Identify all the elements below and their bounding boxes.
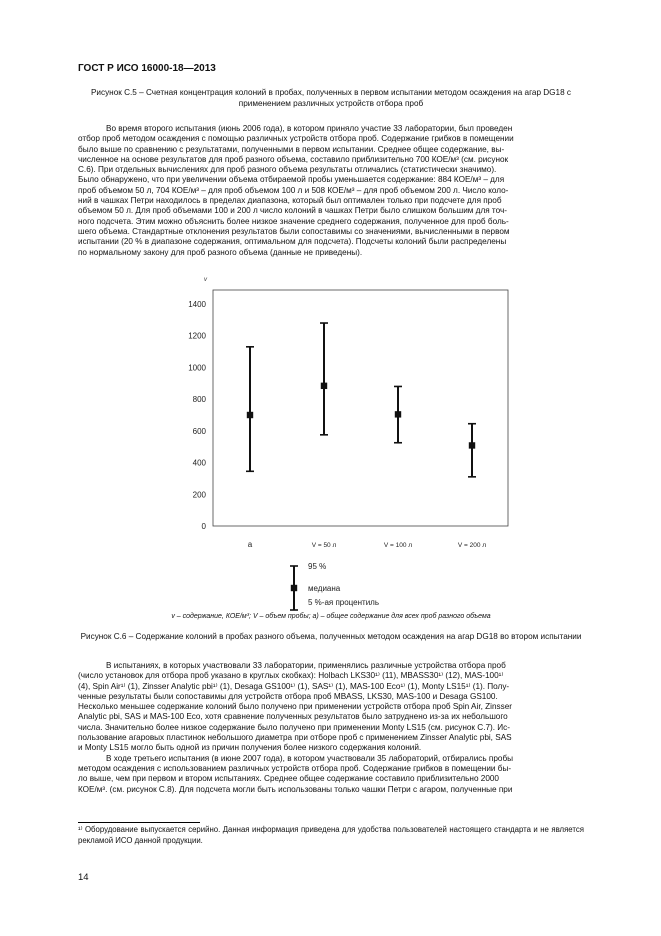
legend-label-bottom: 5 %-ая процентиль — [308, 598, 380, 607]
page-number: 14 — [78, 872, 89, 883]
paragraph-line: проб объемом 50 л, 704 КОЕ/м³ – для проб объемом 100 л и 508 КОЕ/м³ – для проб объемом 200 л. Число коло- — [78, 185, 509, 195]
paragraph-line: (число установок для отбора проб указано в круглых скобках): Holbach LKS30¹⁾ (11), MBASS30¹⁾ (12), MAS-100¹⁾ — [78, 671, 504, 681]
paragraph-line: КОЕ/м³. (см. рисунок С.8). Для подсчета могли быть использованы только чашки Петри с агаром, полученные при — [78, 784, 513, 794]
document-header: ГОСТ Р ИСО 16000-18—2013 — [78, 63, 216, 74]
paragraph-line: объемом 50 л. Для проб объемами 100 и 200 л число колоний в чашках Петри было слишком большим для точ- — [78, 206, 507, 216]
legend-label-middle: медиана — [308, 584, 341, 593]
footnote: ¹⁾ Оборудование выпускается серийно. Данная информация приведена для удобства пользователей настоящего стандарта и не является рекламой ИСО данной продукции. — [78, 825, 584, 845]
error-bar — [246, 347, 254, 471]
paragraph-line: числа. Значительно более низкое содержание было получено при применении Monty LS15 (см. рисунок С.7). Ис- — [78, 722, 510, 732]
figure-caption-c6: Рисунок С.6 – Содержание колоний в пробах разного объема, полученных методом осаждения на агар DG18 во втором испытании — [80, 632, 582, 641]
paragraph-line: ло выше, чем при первом и втором испытаниях. Среднее общее содержание составило приблизительно 2000 — [78, 774, 499, 784]
paragraph-2 — [78, 661, 584, 795]
median-marker — [247, 412, 253, 418]
paragraph-line: шего объема. Стандартные отклонения результатов были сопоставимы со значениями, вычисленными в первом — [78, 226, 510, 236]
paragraph-1 — [78, 124, 584, 258]
error-bar — [320, 323, 328, 435]
y-tick-label: 200 — [192, 490, 206, 500]
paragraph-line: испытании (20 % в диапазоне содержания, оптимальном для подсчета). Подсчеты колоний были распределены — [78, 237, 507, 247]
paragraph-line: пользование агаровых пластинок небольшого диаметра при отборе проб с применением Zinsser Analytic pbi, SAS — [78, 733, 512, 743]
error-bar-chart — [78, 272, 548, 616]
median-marker — [321, 383, 327, 389]
legend-median-marker — [291, 585, 297, 591]
paragraph-line: по нормальному закону для проб разного объема (данные не приведены). — [78, 247, 363, 257]
legend-label-top: 95 % — [308, 562, 327, 571]
median-marker — [469, 442, 475, 448]
y-tick-label: 400 — [192, 458, 206, 468]
x-tick-label: а — [247, 540, 253, 549]
paragraph-line: ного подсчета. Этим можно объяснить более низкое значение среднего содержания, полученное для проб боль- — [78, 216, 509, 226]
paragraph-line: Было обнаружено, что при увеличении объема отбираемой пробы уменьшается содержание: 884 КОЕ/м³ – для — [78, 175, 505, 185]
y-axis-label: v — [204, 277, 207, 283]
y-tick-label: 1000 — [188, 363, 206, 373]
x-tick-label: V = 200 л — [457, 542, 487, 549]
paragraph-line: Несколько меньшее содержание колоний было получено при применении устройств отбора проб Spin Air, Zinsser — [78, 702, 512, 712]
x-tick-label: V = 50 л — [311, 542, 337, 549]
paragraph-line: (4), Spin Air¹⁾ (1), Zinsser Analytic pbi¹⁾ (1), Desaga GS100¹⁾ (1), SAS¹⁾ (1), MAS-100 Eco¹⁾ (1), Monty LS15¹⁾ (1). Полу- — [78, 681, 510, 691]
paragraph-line: отбор проб методом осаждения с помощью различных устройств отбора проб. Содержание грибков в помещении — [78, 134, 514, 144]
y-tick-label: 1400 — [188, 300, 206, 309]
x-tick-label: V = 100 л — [383, 542, 413, 549]
y-tick-label: 800 — [192, 395, 206, 405]
paragraph-line: В ходе третьего испытания (в июне 2007 года), в котором участвовали 35 лабораторий, отбирались пробы — [106, 753, 514, 763]
paragraph-line: В испытаниях, в которых участвовали 33 лаборатории, применялись различные устройства отбора проб — [106, 661, 506, 670]
paragraph-line: ченные результаты были сопоставимы для устройств отбора проб MBASS, LKS30, MAS-100 и Desaga GS100. — [78, 691, 498, 701]
footnote-divider — [78, 822, 200, 823]
y-tick-label: 600 — [192, 426, 206, 436]
paragraph-line: и Monty LS15 могло быть одной из причин получения более низкого содержания колоний. — [78, 743, 422, 753]
plot-frame — [213, 290, 508, 526]
y-tick-label: 0 — [201, 522, 206, 531]
y-tick-label: 1200 — [188, 331, 206, 341]
chart-legend-note: v – содержание, КОЕ/м³; V – объем пробы; а) – общее содержание для всех проб разного объема — [171, 613, 491, 620]
paragraph-line: методом осаждения с использованием различных устройств отбора проб. Содержание грибков в помещении бы- — [78, 763, 512, 773]
paragraph-line: С.6). При отдельных вычислениях для проб разного объема результаты отличались (статистически значимо). — [78, 165, 497, 175]
paragraph-line: Во время второго испытания (июнь 2006 года), в котором приняло участие 33 лаборатории, был проведен — [106, 124, 513, 133]
error-bar — [468, 424, 476, 477]
paragraph-line: численное на основе результатов для проб разного объема, составило приблизительно 700 КОЕ/м³ (см. рисунок — [78, 154, 509, 164]
error-bar — [394, 386, 402, 442]
figure-caption-c5: Рисунок С.5 – Счетная концентрация колоний в пробах, полученных в первом испытании методом осаждения на агар DG18 с применением различных устройств отбора проб — [90, 88, 572, 108]
paragraph-line: было выше по сравнению с результатами, полученными в первом испытании. Среднее общее содержание, вы- — [78, 144, 505, 154]
median-marker — [395, 411, 401, 417]
paragraph-line: ний в чашках Петри находилось в пределах диапазона, который был оптимален только при подсчете для проб — [78, 196, 502, 206]
paragraph-line: Analytic pbi, SAS и MAS-100 Eco, хотя сравнение полученных результатов было затруднено из-за их небольшого — [78, 712, 508, 722]
